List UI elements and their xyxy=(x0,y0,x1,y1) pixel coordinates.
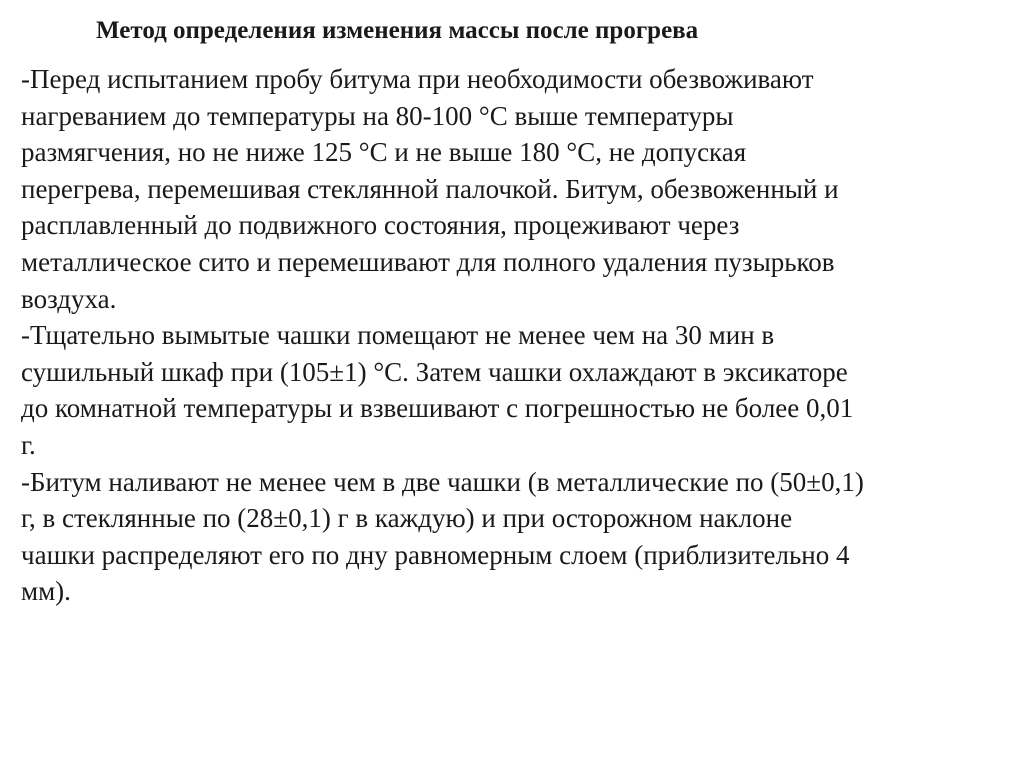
body-line: -Тщательно вымытые чашки помещают не менее чем на 30 мин в xyxy=(21,320,775,351)
body-line: мм). xyxy=(21,576,71,607)
body-line: расплавленный до подвижного состояния, процеживают через xyxy=(21,210,740,241)
body-line: сушильный шкаф при (105±1) °С. Затем чашки охлаждают в эксикаторе xyxy=(21,356,848,387)
slide-title: Метод определения изменения массы после прогрева xyxy=(96,17,699,44)
body-line: до комнатной температуры и взвешивают с погрешностью не более 0,01 xyxy=(21,393,854,424)
body-text xyxy=(21,61,1006,610)
body-line: перегрева, перемешивая стеклянной палочкой. Битум, обезвоженный и xyxy=(21,173,839,204)
body-line: г. xyxy=(21,429,36,460)
body-line: чашки распределяют его по дну равномерным слоем (приблизительно 4 xyxy=(21,539,850,570)
body-line: металлическое сито и перемешивают для полного удаления пузырьков xyxy=(21,246,835,277)
body-line: -Битум наливают не менее чем в две чашки (в металлические по (50±0,1) xyxy=(21,466,864,497)
body-line: размягчения, но не ниже 125 °С и не выше 180 °С, не допуская xyxy=(21,137,747,168)
body-line: воздуха. xyxy=(21,283,117,314)
body-line: нагреванием до температуры на 80-100 °С выше температуры xyxy=(21,100,734,131)
body-line: г, в стеклянные по (28±0,1) г в каждую) и при осторожном наклоне xyxy=(21,503,793,534)
body-line: -Перед испытанием пробу битума при необходимости обезвоживают xyxy=(21,64,814,94)
